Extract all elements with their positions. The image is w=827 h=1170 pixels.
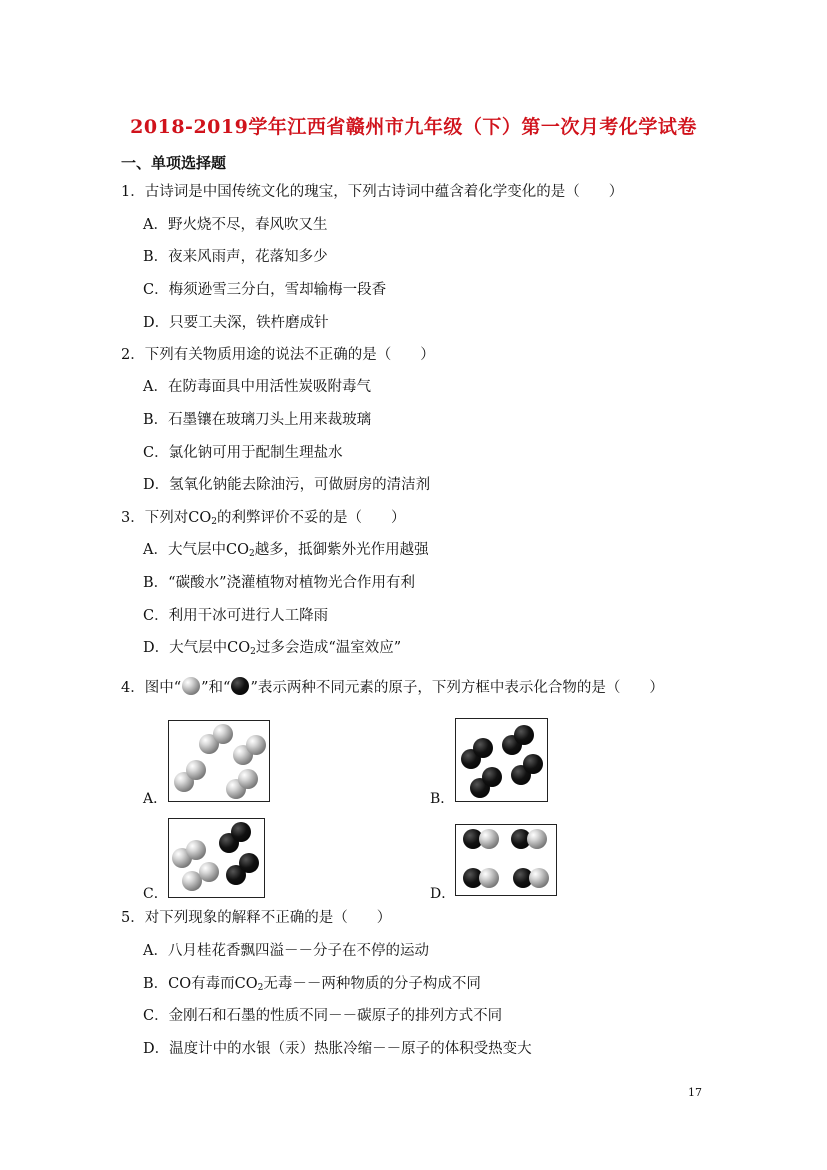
gray-atom [479,829,499,849]
q4-box-b [455,718,548,802]
q2-option-c: C．氯化钠可用于配制生理盐水 [143,445,343,461]
q5-option-b: B．CO有毒而$CO_2$无毒－－两种物质的分子构成不同 [143,976,481,993]
black-atom [523,754,543,774]
black-atom-icon [231,677,249,695]
q4-label-d: D． [430,886,456,902]
q1-option-d: D．只要工夫深，铁杵磨成针 [143,315,329,331]
q1-option-c: C．梅须逊雪三分白，雪却输梅一段香 [143,282,387,298]
gray-atom [213,724,233,744]
q4-box-d [455,824,557,896]
gray-atom [238,769,258,789]
black-atom [239,853,259,873]
black-atom [231,822,251,842]
gray-atom [529,868,549,888]
q2-option-d: D．氢氧化钠能去除油污，可做厨房的清洁剂 [143,477,431,493]
q4-label-a: A． [143,791,168,807]
exam-title: 2018-2019学年江西省赣州市九年级（下）第一次月考化学试卷 [130,116,697,138]
gray-atom [479,868,499,888]
q1-option-a: A．野火烧不尽，春风吹又生 [143,217,328,233]
q3-option-c: C．利用干冰可进行人工降雨 [143,608,329,624]
q3-option-a: A．大气层中$CO_2$越多，抵御紫外光作用越强 [143,542,429,559]
q5-stem: 5．对下列现象的解释不正确的是（ ） [121,910,392,926]
q5-option-d: D．温度计中的水银（汞）热胀冷缩－－原子的体积受热变大 [143,1041,532,1057]
gray-atom [186,840,206,860]
gray-atom [246,735,266,755]
black-atom [473,738,493,758]
q4-stem: 4．图中“ ”和“ ”表示两种不同元素的原子，下列方框中表示化合物的是（ ） [121,677,664,698]
q1-option-b: B．夜来风雨声，花落知多少 [143,249,328,265]
q2-option-b: B．石墨镶在玻璃刀头上用来裁玻璃 [143,412,372,428]
q3-stem: 3．下列对$CO_2$的利弊评价不妥的是（ ） [121,510,406,527]
gray-atom-icon [182,677,200,695]
page-number: 17 [688,1086,702,1099]
q4-box-a [168,720,270,802]
q4-label-b: B． [430,791,455,807]
q1-stem: 1．古诗词是中国传统文化的瑰宝，下列古诗词中蕴含着化学变化的是（ ） [121,184,624,200]
gray-atom [527,829,547,849]
q2-stem: 2．下列有关物质用途的说法不正确的是（ ） [121,347,435,363]
q4-box-c [168,818,265,898]
q2-option-a: A．在防毒面具中用活性炭吸附毒气 [143,379,371,395]
gray-atom [199,862,219,882]
q4-label-c: C． [143,886,168,902]
black-atom [514,725,534,745]
q3-option-b: B．“碳酸水”浇灌植物对植物光合作用有利 [143,575,415,591]
q5-option-c: C．金刚石和石墨的性质不同－－碳原子的排列方式不同 [143,1008,503,1024]
q5-option-a: A．八月桂花香飘四溢－－分子在不停的运动 [143,943,429,959]
black-atom [482,767,502,787]
section-heading: 一、单项选择题 [121,154,227,172]
gray-atom [186,760,206,780]
q3-option-d: D．大气层中$CO_2$过多会造成“温室效应” [143,640,402,657]
